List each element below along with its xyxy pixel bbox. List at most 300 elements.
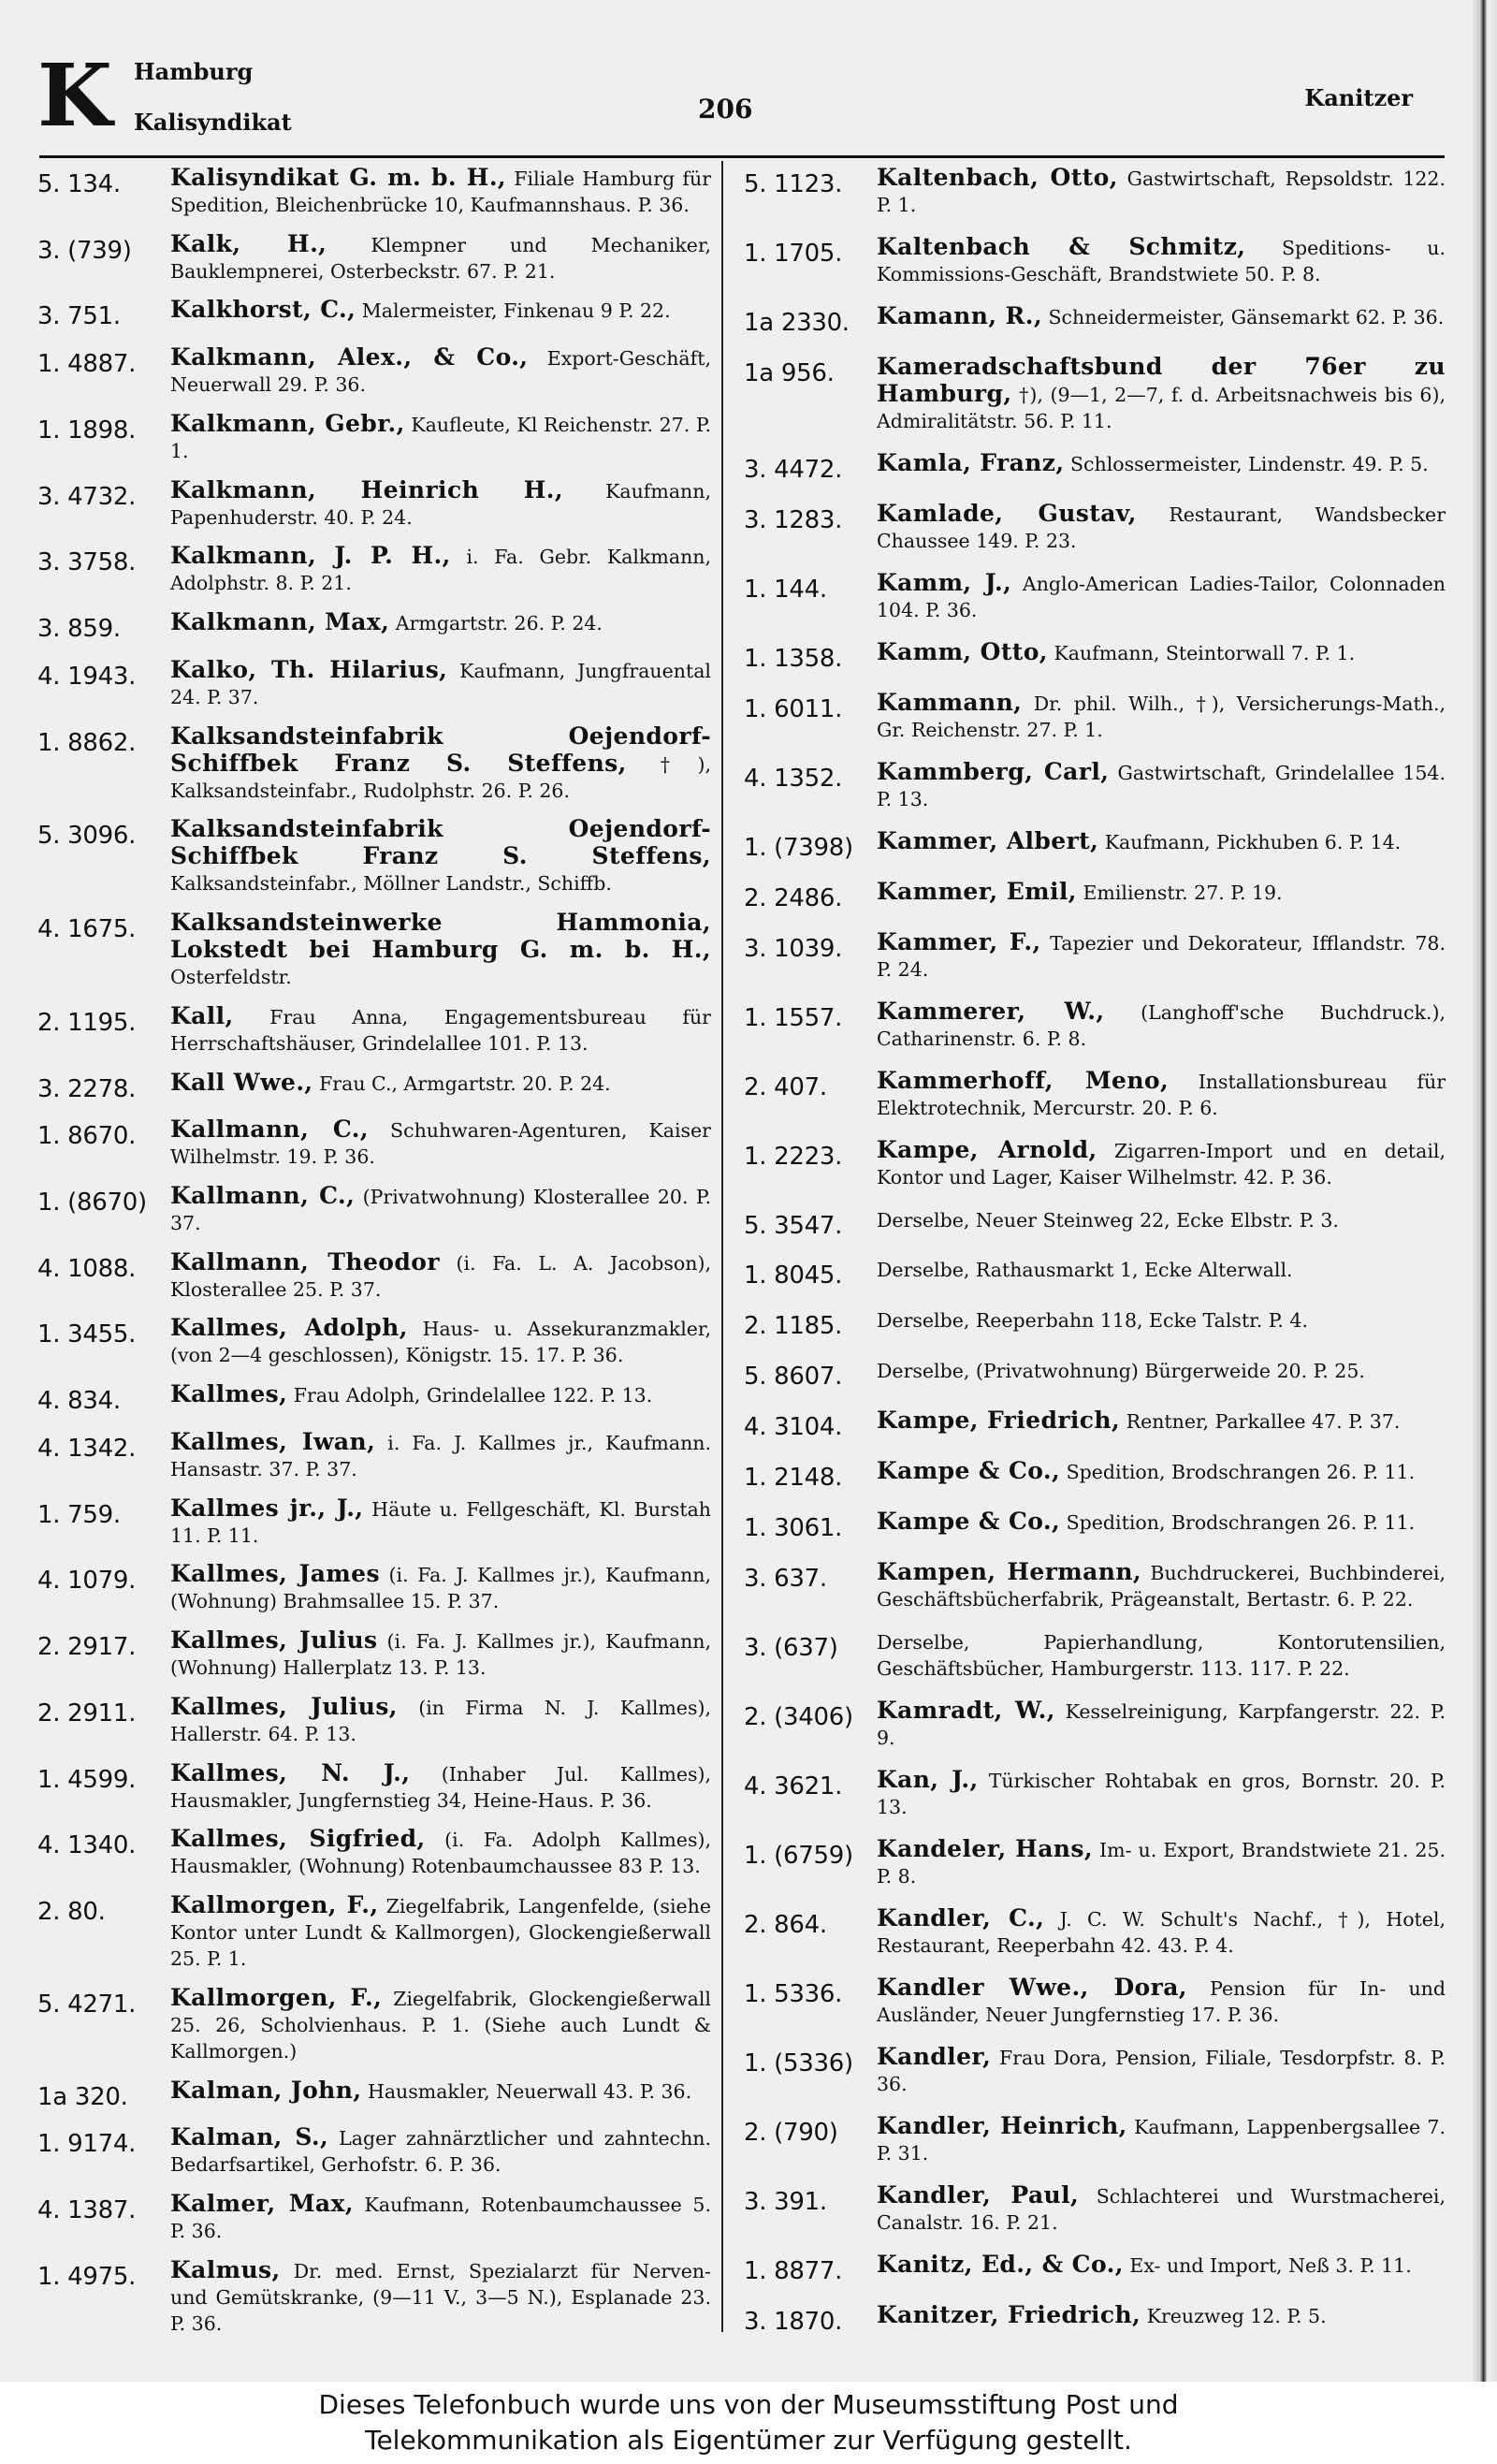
phone-number: 2. 407. [744,1072,827,1101]
subscriber-details: Schuhwaren-Agenturen, Kaiser Wilhelmstr. 19. P. 36. [170,1119,711,1169]
directory-entry [37,1249,711,1303]
subscriber-details: Pension für In- und Ausländer, Neuer Jungfernstieg 17. P. 36. [877,1977,1446,2027]
subscriber-details: Schlossermeister, Lindenstr. 49. P. 5. [1069,452,1429,475]
phone-number: 2. 2911. [37,1699,137,1728]
directory-entry [744,1256,1446,1290]
phone-number: 1. 3061. [744,1514,843,1543]
page-edge [1473,0,1497,2382]
phone-number: 4. 1088. [37,1254,137,1283]
column-divider [721,161,723,2332]
subscriber-details: (i. Fa. Adolph Kallmes), Hausmakler, (Wohnung) Rotenbaumchaussee 83 P. 13. [170,1829,711,1878]
directory-entry [37,2257,711,2337]
subscriber-name: Kandler, [877,2043,992,2071]
subscriber-name: Kamradt, W., [877,1697,1055,1725]
subscriber-name: Kampe & Co., [877,1508,1061,1536]
phone-number: 5. 3096. [37,822,137,851]
subscriber-name: Kallmes, Iwan, [170,1427,376,1455]
subscriber-details: Buchdruckerei, Buchbinderei, Geschäftsbücherfabrik, Prägeanstalt, Bertastr. 6. P. 22. [877,1562,1446,1611]
directory-entry [37,1826,711,1879]
entry-text [877,1068,1446,1121]
subscriber-details: Kaufmann, Steintorwall 7. P. 1. [1054,641,1356,664]
subscriber-details: (Privatwohnung) Klosterallee 20. P. 37. [170,1186,711,1235]
directory-entry [37,165,711,218]
phone-number: 4. 834. [37,1387,121,1416]
subscriber-details: Kaufmann, Rotenbaumchaussee 5. P. 36. [170,2194,711,2243]
entry-text [170,1985,711,2064]
entry-text [877,828,1446,855]
directory-entry [37,1070,711,1104]
subscriber-details: i. Fa. Gebr. Kalkmann, Adolphstr. 8. P. 21. [170,546,711,595]
directory-entry [37,1183,711,1236]
entry-text [170,1826,711,1879]
directory-entry [37,609,711,644]
entry-text [877,1628,1446,1682]
subscriber-details: Kaufmann, Papenhuderstr. 40. P. 24. [170,479,711,529]
page-number: 206 [698,94,753,124]
directory-entry [744,828,1446,863]
subscriber-name: Kalkmann, Alex., & Co., [170,343,529,372]
subscriber-details: Schneidermeister, Gänsemarkt 62. P. 36. [1048,305,1445,328]
subscriber-details: Kreuzweg 12. P. 5. [1146,2304,1327,2327]
directory-entry [744,2302,1446,2337]
phone-number: 5. 8607. [744,1363,843,1392]
entry-text [877,354,1446,434]
directory-entry [37,2124,711,2178]
subscriber-details: i. Fa. J. Kallmes jr., Kaufmann. Hansastr. 37. P. 37. [170,1431,711,1480]
subscriber-name: Kalman, S., [170,2123,329,2151]
entry-text [170,1694,711,1747]
phone-number: 1. 759. [37,1500,121,1529]
phone-number: 4. 3621. [744,1772,843,1801]
phone-number: 1. 144. [744,575,827,604]
subscriber-details: Export-Geschäft, Neuerwall 29. P. 36. [170,347,711,397]
subscriber-name: Kalman, John, [170,2076,362,2104]
subscriber-details: Hausmakler, Neuerwall 43. P. 36. [367,2079,692,2103]
entry-text [170,344,711,398]
phone-number: 2. (790) [744,2119,838,2148]
directory-entry [744,1836,1446,1889]
phone-number: 4. 1943. [37,662,137,691]
subscriber-name: Kampe & Co., [877,1457,1061,1485]
subscriber-details: Malermeister, Finkenau 9 P. 22. [361,299,671,323]
subscriber-name: Kalksandsteinwerke Hammonia, Lokstedt bei Hamburg G. m. b. H., [170,909,711,964]
subscriber-details: Zigarren-Import und en detail, Kontor und Lager, Kaiser Wilhelmstr. 42. P. 36. [877,1139,1446,1188]
phone-number: 2. 2917. [37,1633,137,1662]
directory-entry [744,639,1446,674]
directory-entry [744,570,1446,623]
entry-text [877,759,1446,812]
entry-text [877,501,1446,554]
entry-text [877,1767,1446,1820]
entry-text [877,1407,1446,1435]
entry-text [877,303,1446,330]
entry-text [170,2078,711,2105]
subscriber-details: Frau Dora, Pension, Filiale, Tesdorpfstr. 8. P. 36. [877,2047,1446,2096]
directory-entry [37,477,711,531]
directory-entry [744,1975,1446,2028]
entry-text [170,1429,711,1482]
subscriber-name: Kaltenbach & Schmitz, [877,232,1246,260]
phone-number: 5. 1123. [744,170,843,198]
directory-entry [744,999,1446,1052]
phone-number: 3. 1870. [744,2307,843,2336]
subscriber-details: Emilienstr. 27. P. 19. [1083,881,1283,904]
directory-entry [744,690,1446,743]
subscriber-details: Klempner und Mechaniker, Bauklempnerei, Osterbeckstr. 67. P. 21. [170,233,712,283]
directory-entry [744,303,1446,338]
footer-line-2: Telekommunikation als Eigentümer zur Verfügung gestellt. [365,2425,1132,2456]
directory-entry [37,543,711,596]
subscriber-name: Kallmes, Julius [170,1626,378,1655]
header-first-name: Kalisyndikat [134,109,292,136]
subscriber-details: (i. Fa. J. Kallmes jr.), Kaufmann, (Wohnung) Brahmsallee 15. P. 37. [170,1564,711,1613]
phone-number: 4. 1342. [37,1434,137,1463]
directory-entry [744,1357,1446,1392]
entry-text [877,1559,1446,1612]
subscriber-details: Ziegelfabrik, Glockengießerwall 25. 26, Scholvienhaus. P. 1. (Siehe auch Lundt & Kallmorgen.) [170,1987,711,2063]
phone-number: 1. 8045. [744,1261,843,1290]
section-letter: K [37,45,112,146]
entry-text [877,1357,1446,1384]
phone-number: 1. 2223. [744,1142,843,1171]
directory-entry [37,411,711,464]
left-column [37,165,711,2340]
subscriber-details: Restaurant, Wandsbecker Chaussee 149. P. 23. [877,503,1446,552]
subscriber-name: Kalk, H., [170,229,327,257]
entry-text [877,2182,1446,2236]
subscriber-name: Kammer, F., [877,927,1041,955]
subscriber-details: Gastwirtschaft, Grindelallee 154. P. 13. [877,761,1446,810]
subscriber-details: Kalksandsteinfabr., Möllner Landstr., Schiffb. [170,872,612,896]
entry-text [877,1137,1446,1190]
subscriber-details: (Inhaber Jul. Kallmes), Hausmakler, Jungfernstieg 34, Heine-Haus. P. 36. [170,1762,711,1812]
phone-number: 1. (6759) [744,1842,853,1871]
subscriber-name: Kalkmann, J. P. H., [170,542,451,570]
subscriber-name: Kalkmann, Heinrich H., [170,475,564,503]
entry-text [170,1495,711,1549]
directory-entry [744,1628,1446,1682]
subscriber-name: Kameradschaftsbund der 76er zu Hamburg, [877,352,1446,407]
subscriber-name: Kallmes, N. J., [170,1758,411,1786]
phone-number: 1. 1705. [744,239,843,268]
entry-text [877,1905,1446,1959]
directory-entry [37,1627,711,1681]
subscriber-details: †), (9—1, 2—7, f. d. Arbeitsnachweis bis 6), Admiralitätstr. 56. P. 11. [877,383,1446,432]
directory-entry [37,1561,711,1614]
subscriber-details: Derselbe, Neuer Steinweg 22, Ecke Elbstr. P. 3. [877,1208,1339,1232]
subscriber-details: Derselbe, Papierhandlung, Kontorutensilien, Geschäftsbücher, Hamburgerstr. 113. 117. P. 22. [877,1631,1446,1681]
right-column [744,165,1446,2340]
entry-text [877,929,1446,983]
entry-text [877,1698,1446,1751]
entry-text [877,1256,1446,1283]
subscriber-details: Ex- und Import, Neß 3. P. 11. [1129,2253,1412,2277]
phone-number: 3. (637) [744,1634,838,1663]
phone-number: 3. 3758. [37,548,137,577]
subscriber-name: Kammer, Emil, [877,877,1077,905]
subscriber-details: Kesselreinigung, Karpfangerstr. 22. P. 9. [877,1700,1446,1750]
directory-entry [744,879,1446,913]
subscriber-details: Armgartstr. 26. P. 24. [395,612,603,635]
entry-text [877,1975,1446,2028]
subscriber-details: †), Kalksandsteinfabr., Rudolphstr. 26. P. 26. [170,752,711,802]
subscriber-name: Kammerer, W., [877,997,1105,1025]
entry-text [877,1458,1446,1485]
directory-entry [37,297,711,331]
entry-text [877,234,1446,287]
footer-note [0,2382,1497,2464]
directory-entry [744,165,1446,218]
phone-number: 1. 4975. [37,2262,137,2291]
directory-entry [744,1698,1446,1751]
phone-number: 1. 4887. [37,350,137,379]
subscriber-details: (Langhoff'sche Buchdruck.), Catharinenstr. 6. P. 8. [877,1000,1446,1050]
entry-text [170,1070,711,1097]
directory-entry [37,231,711,284]
subscriber-name: Kandeler, Hans, [877,1835,1093,1863]
directory-entry [744,929,1446,983]
directory-entry [37,1892,711,1972]
directory-entry [37,1381,711,1416]
entry-text [170,1003,711,1057]
subscriber-name: Kamm, Otto, [877,637,1048,665]
entry-text [877,1206,1446,1233]
subscriber-name: Kallmes, [170,1380,288,1408]
entry-text [877,2113,1446,2166]
entry-text [877,1306,1446,1334]
subscriber-name: Kallmes, Julius, [170,1692,398,1720]
directory-entry [37,2191,711,2244]
phone-number: 5. 134. [37,170,121,198]
subscriber-name: Kallmes, Adolph, [170,1314,408,1342]
subscriber-name: Kalmus, [170,2255,281,2283]
subscriber-name: Kanitzer, Friedrich, [877,2300,1141,2328]
subscriber-name: Kalkmann, Gebr., [170,409,405,437]
directory-entry [37,816,711,897]
entry-text [170,657,711,710]
directory-entry [37,1315,711,1368]
directory-entry [37,1760,711,1814]
subscriber-name: Kallmann, Theodor [170,1247,440,1276]
subscriber-name: Kammann, [877,688,1023,716]
phone-number: 1a 2330. [744,308,850,337]
subscriber-details: Frau C., Armgartstr. 20. P. 24. [319,1072,611,1095]
directory-entry [744,1306,1446,1341]
entry-text [170,1381,711,1408]
directory-entry [744,2113,1446,2166]
phone-number: 1. (8670) [37,1188,147,1217]
subscriber-details: Installationsbureau für Elektrotechnik, Mercurstr. 20. P. 6. [877,1070,1446,1119]
directory-entry [744,1559,1446,1612]
phone-number: 2. 2486. [744,883,843,912]
subscriber-details: Filiale Hamburg für Spedition, Bleichenbrücke 10, Kaufmannshaus. P. 36. [170,168,711,216]
subscriber-name: Kalmer, Max, [170,2190,354,2218]
header-rule [39,155,1445,158]
phone-number: 1. 4599. [37,1765,137,1794]
phone-number: 3. 391. [744,2188,827,2216]
page-header [37,45,1413,146]
directory-entry [744,1458,1446,1493]
directory-entry [744,1509,1446,1543]
subscriber-details: Kaufmann, Pickhuben 6. P. 14. [1104,830,1402,853]
entry-text [877,2044,1446,2097]
subscriber-name: Kandler, Paul, [877,2181,1080,2209]
entry-text [877,2252,1446,2279]
subscriber-name: Kaltenbach, Otto, [877,164,1118,191]
directory-entry [744,354,1446,434]
directory-entry [744,1407,1446,1442]
subscriber-details: Gastwirtschaft, Repsoldstr. 122. P. 1. [877,168,1446,216]
subscriber-details: J. C. W. Schult's Nachf., †), Hotel, Restaurant, Reeperbahn 42. 43. P. 4. [877,1908,1446,1958]
subscriber-name: Kamm, J., [877,568,1012,596]
phone-number: 1. 8862. [37,728,137,757]
subscriber-name: Kammerhoff, Meno, [877,1066,1170,1094]
phone-number: 1. (7398) [744,833,853,862]
phone-number: 4. 1079. [37,1567,137,1596]
subscriber-details: (in Firma N. J. Kallmes), Hallerstr. 64. P. 13. [170,1696,711,1745]
subscriber-name: Kallmann, C., [170,1115,369,1144]
subscriber-details: Haus- u. Assekuranzmakler, (von 2—4 geschlossen), Königstr. 15. 17. P. 36. [170,1318,711,1367]
directory-entry [37,344,711,398]
entry-text [877,879,1446,906]
entry-text [170,2124,711,2178]
subscriber-name: Kallmann, C., [170,1182,356,1210]
phone-number: 3. (739) [37,236,132,265]
subscriber-details: Derselbe, (Privatwohnung) Bürgerweide 20. P. 25. [877,1360,1365,1383]
entry-text [170,2191,711,2244]
entry-text [170,723,711,804]
phone-number: 1. 9174. [37,2130,137,2159]
phone-number: 1. 6011. [744,694,843,723]
subscriber-name: Kanitz, Ed., & Co., [877,2250,1124,2278]
subscriber-details: Lager zahnärztlicher und zahntechn. Bedarfsartikel, Gerhofstr. 6. P. 36. [170,2127,711,2177]
phone-number: 3. 4472. [744,455,843,484]
subscriber-details: Dr. med. Ernst, Spezialarzt für Nerven- und Gemütskranke, (9—11 V., 3—5 N.), Esplanade 23. P. 36. [170,2259,711,2335]
phone-number: 3. 2278. [37,1074,137,1103]
subscriber-details: Ziegelfabrik, Langenfelde, (siehe Kontor unter Lundt & Kallmorgen), Glockengießerwall 25. P. 1. [170,1895,711,1971]
directory-entry [744,2044,1446,2097]
subscriber-name: Kammer, Albert, [877,826,1099,854]
entry-text [170,1627,711,1681]
entry-text [170,231,711,284]
entry-text [170,1183,711,1236]
phone-number: 1a 320. [37,2082,128,2111]
subscriber-name: Kalksandsteinfabrik Oejendorf-Schiffbek Franz S. Steffens, [170,722,711,777]
entry-text [877,450,1446,477]
subscriber-details: Spedition, Brodschrangen 26. P. 11. [1066,1511,1416,1535]
phone-number: 2. 80. [37,1898,106,1927]
directory-entry [37,1429,711,1482]
directory-entry [744,450,1446,485]
directory-entry [744,1767,1446,1820]
entry-text [170,609,711,636]
entry-text [170,165,711,218]
subscriber-details: Rentner, Parkallee 47. P. 37. [1126,1410,1401,1434]
subscriber-details: Speditions- u. Kommissions-Geschäft, Brandstwiete 50. P. 8. [877,236,1446,285]
subscriber-name: Kalisyndikat G. m. b. H., [170,164,507,191]
subscriber-details: Tapezier und Dekorateur, Ifflandstr. 78. P. 24. [877,931,1446,981]
entry-text [877,165,1446,218]
subscriber-name: Kandler Wwe., Dora, [877,1974,1187,2002]
subscriber-name: Kamla, Franz, [877,448,1065,476]
entry-text [170,1760,711,1814]
subscriber-details: Schlachterei und Wurstmacherei, Canalstr. 16. P. 21. [877,2185,1446,2234]
phone-number: 1. 1557. [744,1003,843,1032]
directory-entry [37,1003,711,1057]
subscriber-name: Kampe, Friedrich, [877,1407,1121,1435]
subscriber-details: Häute u. Fellgeschäft, Kl. Burstah 11. P. 11. [170,1497,711,1547]
phone-number: 1. (5336) [744,2049,853,2078]
subscriber-name: Kall, [170,1001,234,1029]
subscriber-name: Kallmorgen, F., [170,1983,383,2011]
phone-number: 4. 1387. [37,2196,137,2225]
phone-number: 2. (3406) [744,1703,853,1732]
entry-text [877,570,1446,623]
phone-number: 5. 4271. [37,1990,137,2019]
subscriber-details: Osterfeldstr. [170,966,292,989]
subscriber-details: Frau Anna, Engagementsbureau für Herrschaftshäuser, Grindelallee 101. P. 13. [170,1005,711,1055]
subscriber-details: (i. Fa. L. A. Jacobson), Klosterallee 25. P. 37. [170,1251,711,1301]
subscriber-name: Kalksandsteinfabrik Oejendorf-Schiffbek Franz S. Steffens, [170,815,711,870]
entry-text [170,1561,711,1614]
entry-text [877,1836,1446,1889]
entry-text [170,411,711,464]
phone-number: 1. 8877. [744,2256,843,2285]
directory-entry [744,2252,1446,2286]
subscriber-name: Kandler, C., [877,1904,1045,1932]
directory-entry [37,1116,711,1170]
subscriber-name: Kampen, Hermann, [877,1558,1142,1586]
entry-text [170,910,711,990]
subscriber-details: Frau Adolph, Grindelallee 122. P. 13. [293,1384,653,1407]
subscriber-name: Kampe, Arnold, [877,1135,1097,1163]
footer-line-1: Dieses Telefonbuch wurde uns von der Museumsstiftung Post und [318,2389,1179,2420]
directory-entry [37,1985,711,2064]
directory-entry [37,657,711,710]
entry-text [170,2257,711,2337]
directory-entry [37,2078,711,2112]
phone-number: 3. 1039. [744,934,843,963]
subscriber-details: Kaufmann, Lappenbergsallee 7. P. 31. [877,2116,1446,2165]
entry-text [170,477,711,531]
header-city: Hamburg [134,58,254,85]
directory-entry [744,234,1446,287]
directory-entry [744,759,1446,812]
phone-number: 1. 2148. [744,1464,843,1493]
phone-number: 2. 1195. [37,1008,137,1037]
subscriber-name: Kallmes jr., J., [170,1494,364,1522]
directory-entry [744,1137,1446,1190]
phone-number: 4. 1675. [37,915,137,944]
directory-entry [37,910,711,990]
subscriber-details: Kaufleute, Kl Reichenstr. 27. P. 1. [170,413,712,462]
entry-text [170,297,711,324]
directory-entry [744,2182,1446,2236]
phone-number: 1. 1358. [744,644,843,673]
phone-number: 2. 864. [744,1911,827,1940]
phone-number: 3. 637. [744,1565,827,1594]
header-last-name: Kanitzer [1304,84,1413,111]
phone-number: 3. 1283. [744,505,843,534]
subscriber-details: Derselbe, Rathausmarkt 1, Ecke Alterwall. [877,1259,1293,1282]
directory-entry [37,1495,711,1549]
subscriber-details: Im- u. Export, Brandstwiete 21. 25. P. 8. [877,1839,1446,1888]
subscriber-name: Kandler, Heinrich, [877,2112,1127,2140]
subscriber-name: Kall Wwe., [170,1068,313,1096]
phone-number: 1. 3455. [37,1320,137,1349]
subscriber-name: Kallmorgen, F., [170,1891,379,1919]
subscriber-name: Kalko, Th. Hilarius, [170,655,448,683]
